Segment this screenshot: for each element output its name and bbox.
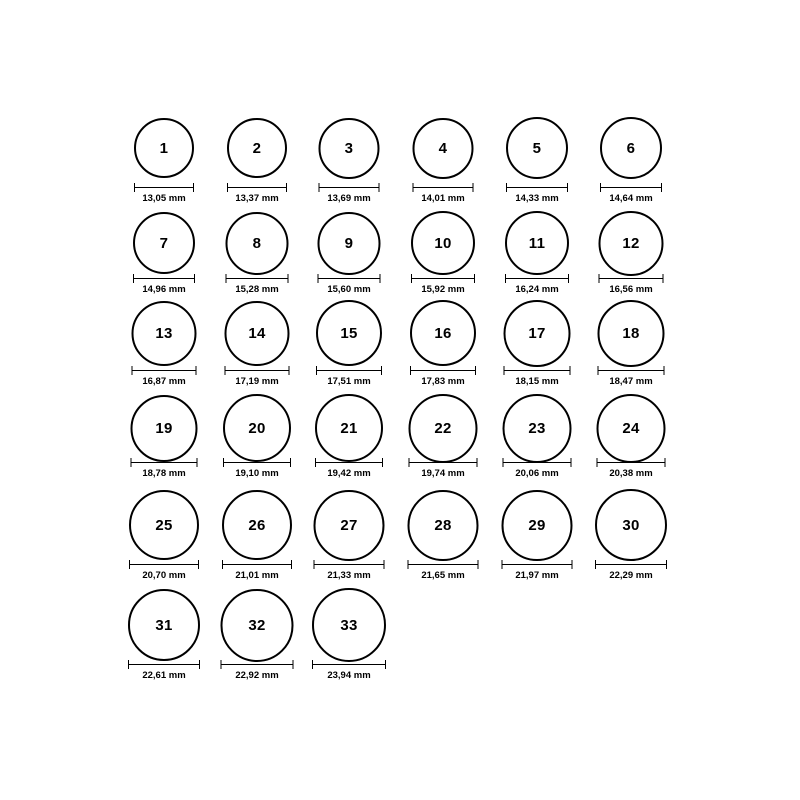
ring-size-number: 24	[622, 419, 640, 437]
ring-diameter-label: 21,33 mm	[327, 570, 371, 581]
ring-diameter-label: 21,01 mm	[235, 570, 279, 581]
ring-circle	[133, 212, 195, 274]
ring-circle	[413, 118, 474, 179]
ring-diameter-label: 13,69 mm	[327, 193, 371, 204]
ring-size-number: 25	[155, 516, 173, 534]
ring-diameter-label: 20,06 mm	[515, 468, 559, 479]
ring-size-number: 13	[155, 324, 173, 342]
ring-size-number: 12	[622, 234, 640, 252]
ring-size-number: 15	[340, 324, 358, 342]
dimension-line	[411, 274, 475, 283]
ring-diameter-label: 17,51 mm	[327, 376, 371, 387]
ring-size-number: 28	[434, 516, 452, 534]
ring-size-cell	[393, 295, 493, 395]
ring-diameter-label: 15,92 mm	[421, 284, 465, 295]
ring-size-cell	[393, 205, 493, 305]
dimension-line	[223, 458, 291, 467]
ring-circle	[410, 300, 476, 366]
ring-size-number: 27	[340, 516, 358, 534]
ring-size-cell	[114, 390, 214, 490]
ring-size-cell	[207, 110, 307, 210]
ring-diameter-label: 14,64 mm	[609, 193, 653, 204]
ring-size-number: 4	[438, 139, 448, 157]
ring-size-number: 1	[159, 139, 169, 157]
ring-size-number: 26	[248, 516, 266, 534]
ring-circle	[504, 300, 571, 367]
dimension-line	[319, 183, 380, 192]
ring-size-cell	[114, 487, 214, 587]
ring-size-cell	[299, 587, 399, 687]
ring-size-cell	[393, 390, 493, 490]
ring-size-number: 14	[248, 324, 266, 342]
ring-size-cell	[487, 110, 587, 210]
ring-circle	[595, 489, 667, 561]
ring-circle	[225, 301, 290, 366]
ring-diameter-label: 17,19 mm	[235, 376, 279, 387]
ring-diameter-label: 14,96 mm	[142, 284, 186, 295]
ring-size-number: 17	[528, 324, 546, 342]
ring-diameter-label: 19,74 mm	[421, 468, 465, 479]
ring-circle	[600, 117, 662, 179]
ring-circle	[316, 300, 382, 366]
dimension-line	[226, 274, 289, 283]
ring-size-cell	[581, 487, 681, 587]
ring-diameter-label: 16,87 mm	[142, 376, 186, 387]
ring-diameter-label: 21,65 mm	[421, 570, 465, 581]
ring-circle	[222, 490, 292, 560]
dimension-line	[131, 458, 198, 467]
ring-circle	[503, 394, 572, 463]
ring-diameter-label: 14,01 mm	[421, 193, 465, 204]
ring-size-cell	[114, 205, 214, 305]
ring-size-number: 9	[344, 234, 354, 252]
dimension-line	[133, 274, 195, 283]
ring-size-number: 33	[340, 616, 358, 634]
dimension-line	[315, 458, 383, 467]
ring-circle	[134, 118, 194, 178]
dimension-line	[318, 274, 381, 283]
dimension-line	[598, 366, 665, 375]
ring-size-number: 22	[434, 419, 452, 437]
ring-size-cell	[114, 110, 214, 210]
ring-size-number: 18	[622, 324, 640, 342]
ring-diameter-label: 22,29 mm	[609, 570, 653, 581]
ring-size-cell	[487, 205, 587, 305]
ring-size-cell	[207, 487, 307, 587]
ring-size-cell	[299, 205, 399, 305]
ring-diameter-label: 17,83 mm	[421, 376, 465, 387]
ring-diameter-label: 22,92 mm	[235, 670, 279, 681]
ring-diameter-label: 20,38 mm	[609, 468, 653, 479]
ring-size-cell	[581, 390, 681, 490]
ring-circle	[128, 589, 200, 661]
ring-diameter-label: 22,61 mm	[142, 670, 186, 681]
ring-size-number: 16	[434, 324, 452, 342]
ring-circle	[314, 490, 385, 561]
ring-size-cell	[581, 295, 681, 395]
dimension-line	[409, 458, 478, 467]
dimension-line	[595, 560, 667, 569]
ring-circle	[223, 394, 291, 462]
ring-circle	[227, 118, 287, 178]
ring-size-cell	[299, 390, 399, 490]
ring-size-cell	[207, 205, 307, 305]
ring-circle	[132, 301, 197, 366]
ring-size-number: 7	[159, 234, 169, 252]
ring-size-number: 21	[340, 419, 358, 437]
ring-circle	[129, 490, 199, 560]
ring-size-cell	[114, 295, 214, 395]
dimension-line	[128, 660, 200, 669]
ring-diameter-label: 19,10 mm	[235, 468, 279, 479]
ring-diameter-label: 18,47 mm	[609, 376, 653, 387]
ring-size-cell	[299, 110, 399, 210]
ring-size-number: 20	[248, 419, 266, 437]
ring-diameter-label: 18,15 mm	[515, 376, 559, 387]
dimension-line	[312, 660, 386, 669]
ring-diameter-label: 13,37 mm	[235, 193, 279, 204]
ring-size-number: 29	[528, 516, 546, 534]
ring-circle	[315, 394, 383, 462]
ring-size-number: 6	[626, 139, 636, 157]
dimension-line	[504, 366, 571, 375]
ring-diameter-label: 18,78 mm	[142, 468, 186, 479]
ring-size-cell	[487, 390, 587, 490]
ring-diameter-label: 23,94 mm	[327, 670, 371, 681]
dimension-line	[129, 560, 199, 569]
dimension-line	[502, 560, 573, 569]
dimension-line	[506, 183, 568, 192]
ring-circle	[502, 490, 573, 561]
ring-circle	[221, 589, 294, 662]
ring-size-cell	[393, 487, 493, 587]
ring-size-cell	[299, 487, 399, 587]
ring-size-number: 19	[155, 419, 173, 437]
ring-circle	[597, 394, 666, 463]
ring-size-cell	[207, 295, 307, 395]
ring-circle	[598, 300, 665, 367]
ring-circle	[409, 394, 478, 463]
ring-circle	[131, 395, 198, 462]
ring-size-number: 8	[252, 234, 262, 252]
dimension-line	[597, 458, 666, 467]
ring-size-number: 23	[528, 419, 546, 437]
ring-diameter-label: 21,97 mm	[515, 570, 559, 581]
ring-size-cell	[393, 110, 493, 210]
dimension-line	[413, 183, 474, 192]
ring-size-number: 11	[528, 234, 546, 252]
ring-circle	[226, 212, 289, 275]
ring-circle	[408, 490, 479, 561]
ring-size-cell	[487, 295, 587, 395]
ring-size-number: 2	[252, 139, 262, 157]
dimension-line	[600, 183, 662, 192]
dimension-line	[227, 183, 287, 192]
ring-diameter-label: 13,05 mm	[142, 193, 186, 204]
ring-circle	[411, 211, 475, 275]
dimension-line	[222, 560, 292, 569]
dimension-line	[134, 183, 194, 192]
ring-size-cell	[207, 390, 307, 490]
ring-circle	[318, 212, 381, 275]
ring-diameter-label: 19,42 mm	[327, 468, 371, 479]
dimension-line	[221, 660, 294, 669]
dimension-line	[408, 560, 479, 569]
ring-circle	[599, 211, 664, 276]
ring-diameter-label: 15,60 mm	[327, 284, 371, 295]
ring-size-cell	[299, 295, 399, 395]
ring-circle	[505, 211, 569, 275]
ring-diameter-label: 20,70 mm	[142, 570, 186, 581]
ring-size-number: 10	[434, 234, 452, 252]
ring-circle	[506, 117, 568, 179]
dimension-line	[132, 366, 197, 375]
dimension-line	[503, 458, 572, 467]
ring-size-number: 3	[344, 139, 354, 157]
ring-size-number: 5	[532, 139, 542, 157]
ring-size-cell	[207, 587, 307, 687]
ring-size-cell	[581, 205, 681, 305]
ring-diameter-label: 16,24 mm	[515, 284, 559, 295]
ring-diameter-label: 14,33 mm	[515, 193, 559, 204]
dimension-line	[225, 366, 290, 375]
ring-size-number: 31	[155, 616, 173, 634]
dimension-line	[410, 366, 476, 375]
ring-size-number: 32	[248, 616, 266, 634]
dimension-line	[599, 274, 664, 283]
ring-circle	[319, 118, 380, 179]
dimension-line	[505, 274, 569, 283]
ring-size-number: 30	[622, 516, 640, 534]
ring-diameter-label: 15,28 mm	[235, 284, 279, 295]
dimension-line	[314, 560, 385, 569]
dimension-line	[316, 366, 382, 375]
ring-diameter-label: 16,56 mm	[609, 284, 653, 295]
ring-size-cell	[114, 587, 214, 687]
ring-size-cell	[581, 110, 681, 210]
ring-circle	[312, 588, 386, 662]
ring-size-cell	[487, 487, 587, 587]
